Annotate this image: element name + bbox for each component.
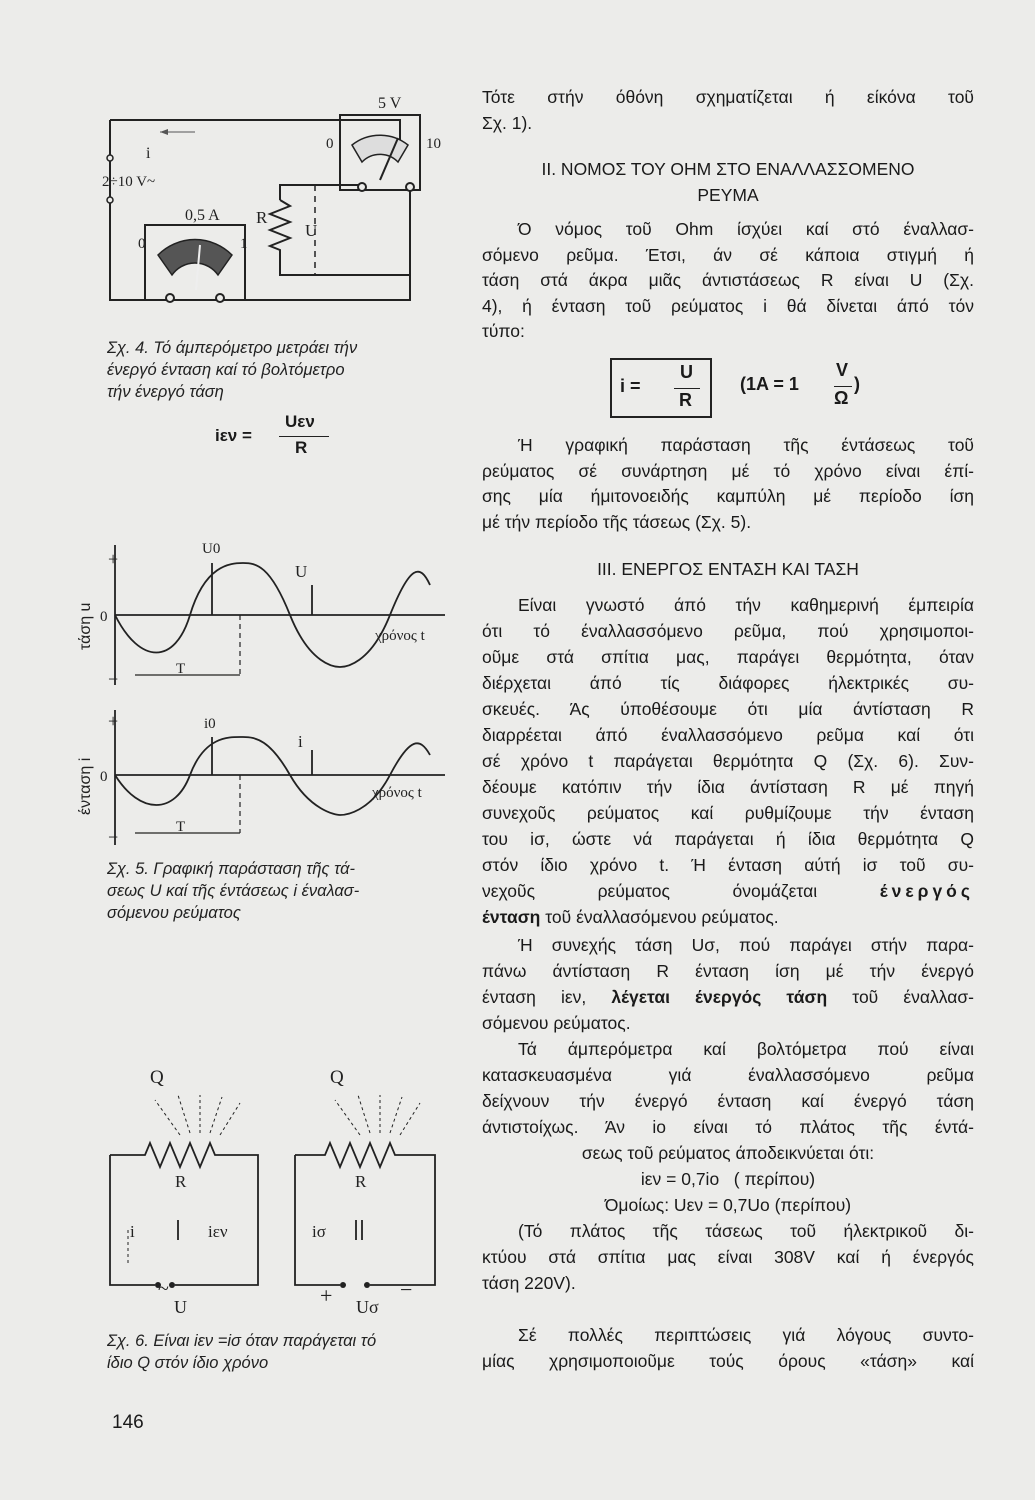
page-number: 146 — [112, 1412, 144, 1433]
fig5-caption-line-3: σόμενου ρεύματος — [107, 904, 241, 922]
p4-last-a: νεχοῦς ρεύματος όνομάζεται — [482, 881, 818, 901]
ohm-den: R — [679, 390, 692, 410]
p4-line-9: συνεχοῦς ρεύματος καί ρυθμίζουμε τήν ένταση — [482, 803, 974, 823]
p3-line-2: ρεύματος σέ συνάρτηση μέ τό χρόνο είναι έπί- — [482, 460, 974, 481]
p5-line-2: πάνω άντίσταση R ένταση ίση μέ τήν ένεργό — [482, 961, 974, 981]
paragraph-ohm-law — [482, 217, 974, 345]
fig4-voltage-label: U — [305, 221, 318, 240]
paragraph-effective-voltage — [482, 932, 974, 1036]
p1-line-2: Σχ. 1). — [482, 112, 533, 133]
fig4-caption-line-3: τήν ένεργό τάση — [107, 383, 224, 401]
ohm-lhs: i = — [620, 376, 641, 396]
fig5-caption-line-2: σεως U καί τῆς έντάσεως i έναλασ- — [107, 882, 360, 900]
figure-4-caption — [107, 337, 357, 403]
ohm-num: U — [680, 362, 693, 382]
p4-last-b: τοῦ έναλλασόμενου ρεύματος. — [545, 907, 779, 927]
fig6-left-iev: iεν — [208, 1222, 228, 1241]
p3-line-1: Ή γραφική παράσταση τῆς έντάσεως τοῦ — [518, 435, 974, 455]
fig5-bottom-amp: i0 — [204, 716, 216, 732]
p6-line-5: σεως τοῦ ρεύματος άποδεικνύεται ότι: — [581, 1143, 875, 1163]
fig4-voltmeter-max: 10 — [426, 136, 441, 152]
fig5-bottom-minus: − — [108, 827, 119, 847]
ohm-formula-box — [610, 358, 712, 418]
p2-line-2: σόμενο ρεῦμα. Έτσι, άν σέ κάποια στιγμή ή — [482, 244, 974, 265]
h2-line-2: ΡΕΥΜΑ — [697, 184, 759, 205]
fig5-top-time-label: χρόνος t — [375, 628, 425, 644]
p5-line-1: Ή συνεχής τάση Uσ, πού παράγει στήν παρα- — [518, 935, 974, 955]
p2-line-5: τύπο: — [482, 321, 525, 341]
fig4-source-label: 2÷10 V~ — [102, 174, 156, 190]
paragraph-mains — [482, 1218, 974, 1296]
fig6-left-i: i — [130, 1222, 135, 1241]
fig5-top-plus: + — [108, 549, 119, 569]
p3-line-4: μέ τήν περίοδο τῆς τάσεως (Σχ. 5). — [482, 511, 752, 532]
fig4-voltmeter-range: 5 V — [378, 95, 402, 112]
fig6-right-q: Q — [330, 1067, 344, 1088]
p6-line-4: άντιστοίχως. Άν io είναι τό πλάτος τῆς έντά- — [482, 1117, 974, 1137]
fig4-formula-lhs: iεν = — [215, 426, 252, 445]
fig5-top-period: T — [176, 661, 186, 677]
p4-line-4: διέρχεται άπό τίς διάφορες ήλεκτρικές συ- — [482, 673, 974, 693]
fig4-ammeter-max: 1 — [240, 236, 248, 252]
fig6-left-tilde: ~ — [158, 1278, 169, 1300]
ohm-unit — [740, 358, 880, 414]
fig4-caption-line-1: Σχ. 4. Τό άμπερόμετρο μετράει τήν — [107, 339, 358, 357]
fig4-formula-num: Uεν — [285, 412, 315, 431]
ohm-unit-den: Ω — [834, 388, 849, 408]
section-iii-heading — [482, 557, 974, 583]
fig5-bottom-axis-label: ένταση i — [77, 757, 94, 815]
fig6-right-minus: − — [400, 1277, 413, 1302]
p1-line-1: Τότε στήν όθόνη σχηματίζεται ή είκόνα τοῦ — [482, 87, 974, 107]
p4-line-13 — [482, 904, 974, 930]
p5-line-4: σόμενου ρεύματος. — [482, 1013, 631, 1033]
fig6-caption-line-1: Σχ. 6. Είναι iεν =iσ όταν παράγεται τό — [107, 1332, 377, 1350]
p5-c: ένταση iεν, — [482, 987, 587, 1007]
fig4-caption-line-2: ένεργό ένταση καί τό βολτόμετρο — [107, 361, 345, 379]
figure-5-caption — [107, 858, 359, 924]
ohm-unit-lhs: (1A = 1 — [740, 374, 799, 394]
p6-line-1: Τά άμπερόμετρα καί βολτόμετρα πού είναι — [518, 1039, 974, 1059]
paragraph-current-graph — [482, 433, 974, 535]
fig4-ammeter-range: 0,5 A — [185, 207, 220, 224]
ohm-unit-bar — [834, 386, 852, 387]
fig6-right-plus: + — [320, 1283, 333, 1308]
p2-line-3: τάση στά άκρα μιᾶς άντιστάσεως R είναι U (Σχ. — [482, 270, 974, 290]
section-ii-heading — [482, 157, 974, 208]
p4-line-3: οῦμε στά σπίτια μας, παράγει θερμότητα, όταν — [482, 647, 974, 667]
p4-line-6: διαρρέεται άπό έναλλασσόμενο ρεῦμα καί ότι — [482, 725, 974, 745]
p2-line-1: Ό νόμος τοῦ Ohm ίσχύει καί στό έναλλασ- — [518, 219, 974, 239]
p4-line-5: σκευές. Άς ύποθέσουμε ότι μία άντίσταση R — [482, 699, 974, 719]
fig5-top-amp: U0 — [202, 541, 221, 557]
p8-line-1: Σέ πολλές περιπτώσεις γιά λόγους συντο- — [518, 1325, 974, 1345]
figure-6-caption — [107, 1330, 376, 1374]
p6-line-2: κατασκευασμένα γιά έναλλασσόμενο ρεῦμα — [482, 1065, 974, 1085]
figure-6-circuits — [100, 1055, 450, 1330]
fig5-bottom-time-label: χρόνος t — [372, 785, 422, 801]
fig6-left-r: R — [175, 1172, 187, 1191]
fig4-ammeter-min: 0 — [138, 236, 146, 252]
fig5-bottom-plus: + — [108, 711, 119, 731]
p8-line-2: μίας χρησιμοποιοῦμε τούς όρους «τάση» καί — [482, 1351, 974, 1371]
fig5-bottom-curve-label: i — [298, 732, 303, 751]
p7-line-2: κτύου στά σπίτια μας είναι 308V καί ή ένεργός — [482, 1247, 974, 1267]
paragraph-meters — [482, 1036, 974, 1218]
fig5-top-minus: − — [108, 669, 119, 689]
p4-line-10: του iσ, ώστε νά παράγεται ή ίδια θερμότητα Q — [482, 829, 974, 849]
fig6-right-source: Uσ — [356, 1297, 379, 1317]
fig4-formula-bar — [279, 436, 329, 437]
fig4-formula-den: R — [295, 438, 308, 457]
figure-5-graphs — [77, 525, 470, 855]
ohm-unit-num: V — [836, 360, 849, 380]
fig5-top-zero: 0 — [100, 609, 108, 625]
fig6-left-source: U — [174, 1297, 187, 1317]
paragraph-effective-current — [482, 592, 974, 930]
h2-line-1: II. ΝΟΜΟΣ ΤΟΥ ΟΗΜ ΣΤΟ ΕΝΑΛΛΑΣΣΟΜΕΝΟ — [541, 159, 915, 179]
fig4-current-label: i — [146, 145, 151, 162]
fig6-left-q: Q — [150, 1067, 164, 1088]
h3-line: III. ΕΝΕΡΓΟΣ ΕΝΤΑΣΗ ΚΑΙ ΤΑΣΗ — [597, 559, 859, 579]
p5-line-3 — [482, 984, 974, 1010]
p4-line-12 — [482, 878, 974, 904]
p4-line-2: ότι τό έναλλασσόμενο ρεῦμα, πού χρησιμοποι- — [482, 621, 974, 641]
fig5-top-axis-label: τάση u — [77, 602, 94, 650]
p2-line-4: 4), ή ένταση τοῦ ρεύματος i θά δίνεται άπό τόν — [482, 295, 974, 316]
fig6-right-i: iσ — [312, 1222, 326, 1241]
right-column — [482, 85, 974, 136]
ohm-bar — [674, 388, 700, 389]
equation-effective-current: iεν = 0,7io ( περίπου) — [640, 1169, 816, 1189]
p4-line-8: δέουμε κατόπιν τήν ίδια άντίσταση R μέ πηγή — [482, 777, 974, 797]
p7-line-1: (Τό πλάτος τῆς τάσεως τοῦ ήλεκτρικοῦ δι- — [518, 1221, 974, 1241]
p3-line-3: σης μία ήμιτονοειδής καμπύλη μέ περίοδο ίση — [482, 486, 974, 506]
current-sine-curve — [115, 737, 430, 815]
fig4-voltmeter-min: 0 — [326, 136, 334, 152]
p4-line-11: στόν ίδιο χρόνο t. Ή ένταση αύτή iσ τοῦ συ- — [482, 855, 974, 875]
fig5-top-curve-label: U — [295, 562, 308, 581]
fig5-bottom-zero: 0 — [100, 769, 108, 785]
p4-line-7: σέ χρόνο t παράγεται θερμότητα Q (Σχ. 6). Συν- — [482, 751, 974, 771]
figure-4-circuit — [100, 90, 460, 315]
fig6-caption-line-2: ίδιο Q στόν ίδιο χρόνο — [107, 1354, 269, 1372]
fig5-bottom-period: T — [176, 819, 186, 835]
fig6-right-r: R — [355, 1172, 367, 1191]
equation-effective-voltage: Όμοίως: Uεν = 0,7Uo (περίπου) — [604, 1195, 852, 1215]
fig4-resistor-label: R — [256, 208, 268, 227]
p6-line-3: δείχνουν τήν ένεργό ένταση καί ένεργό τάση — [482, 1091, 974, 1111]
p7-line-3: τάση 220V). — [482, 1273, 576, 1293]
paragraph-terms — [482, 1322, 974, 1374]
ohm-unit-close: ) — [854, 374, 860, 394]
p5-bold-term: λέγεται ένεργός τάση — [611, 987, 828, 1007]
p4-bold-term-2: ένταση — [482, 907, 541, 927]
p4-line-1: Είναι γνωστό άπό τήν καθημερινή έμπειρία — [518, 595, 974, 615]
fig5-caption-line-1: Σχ. 5. Γραφική παράσταση τῆς τά- — [107, 860, 355, 878]
p5-d: τοῦ έναλλασ- — [852, 987, 974, 1007]
p4-bold-term: ένεργός — [879, 881, 974, 901]
